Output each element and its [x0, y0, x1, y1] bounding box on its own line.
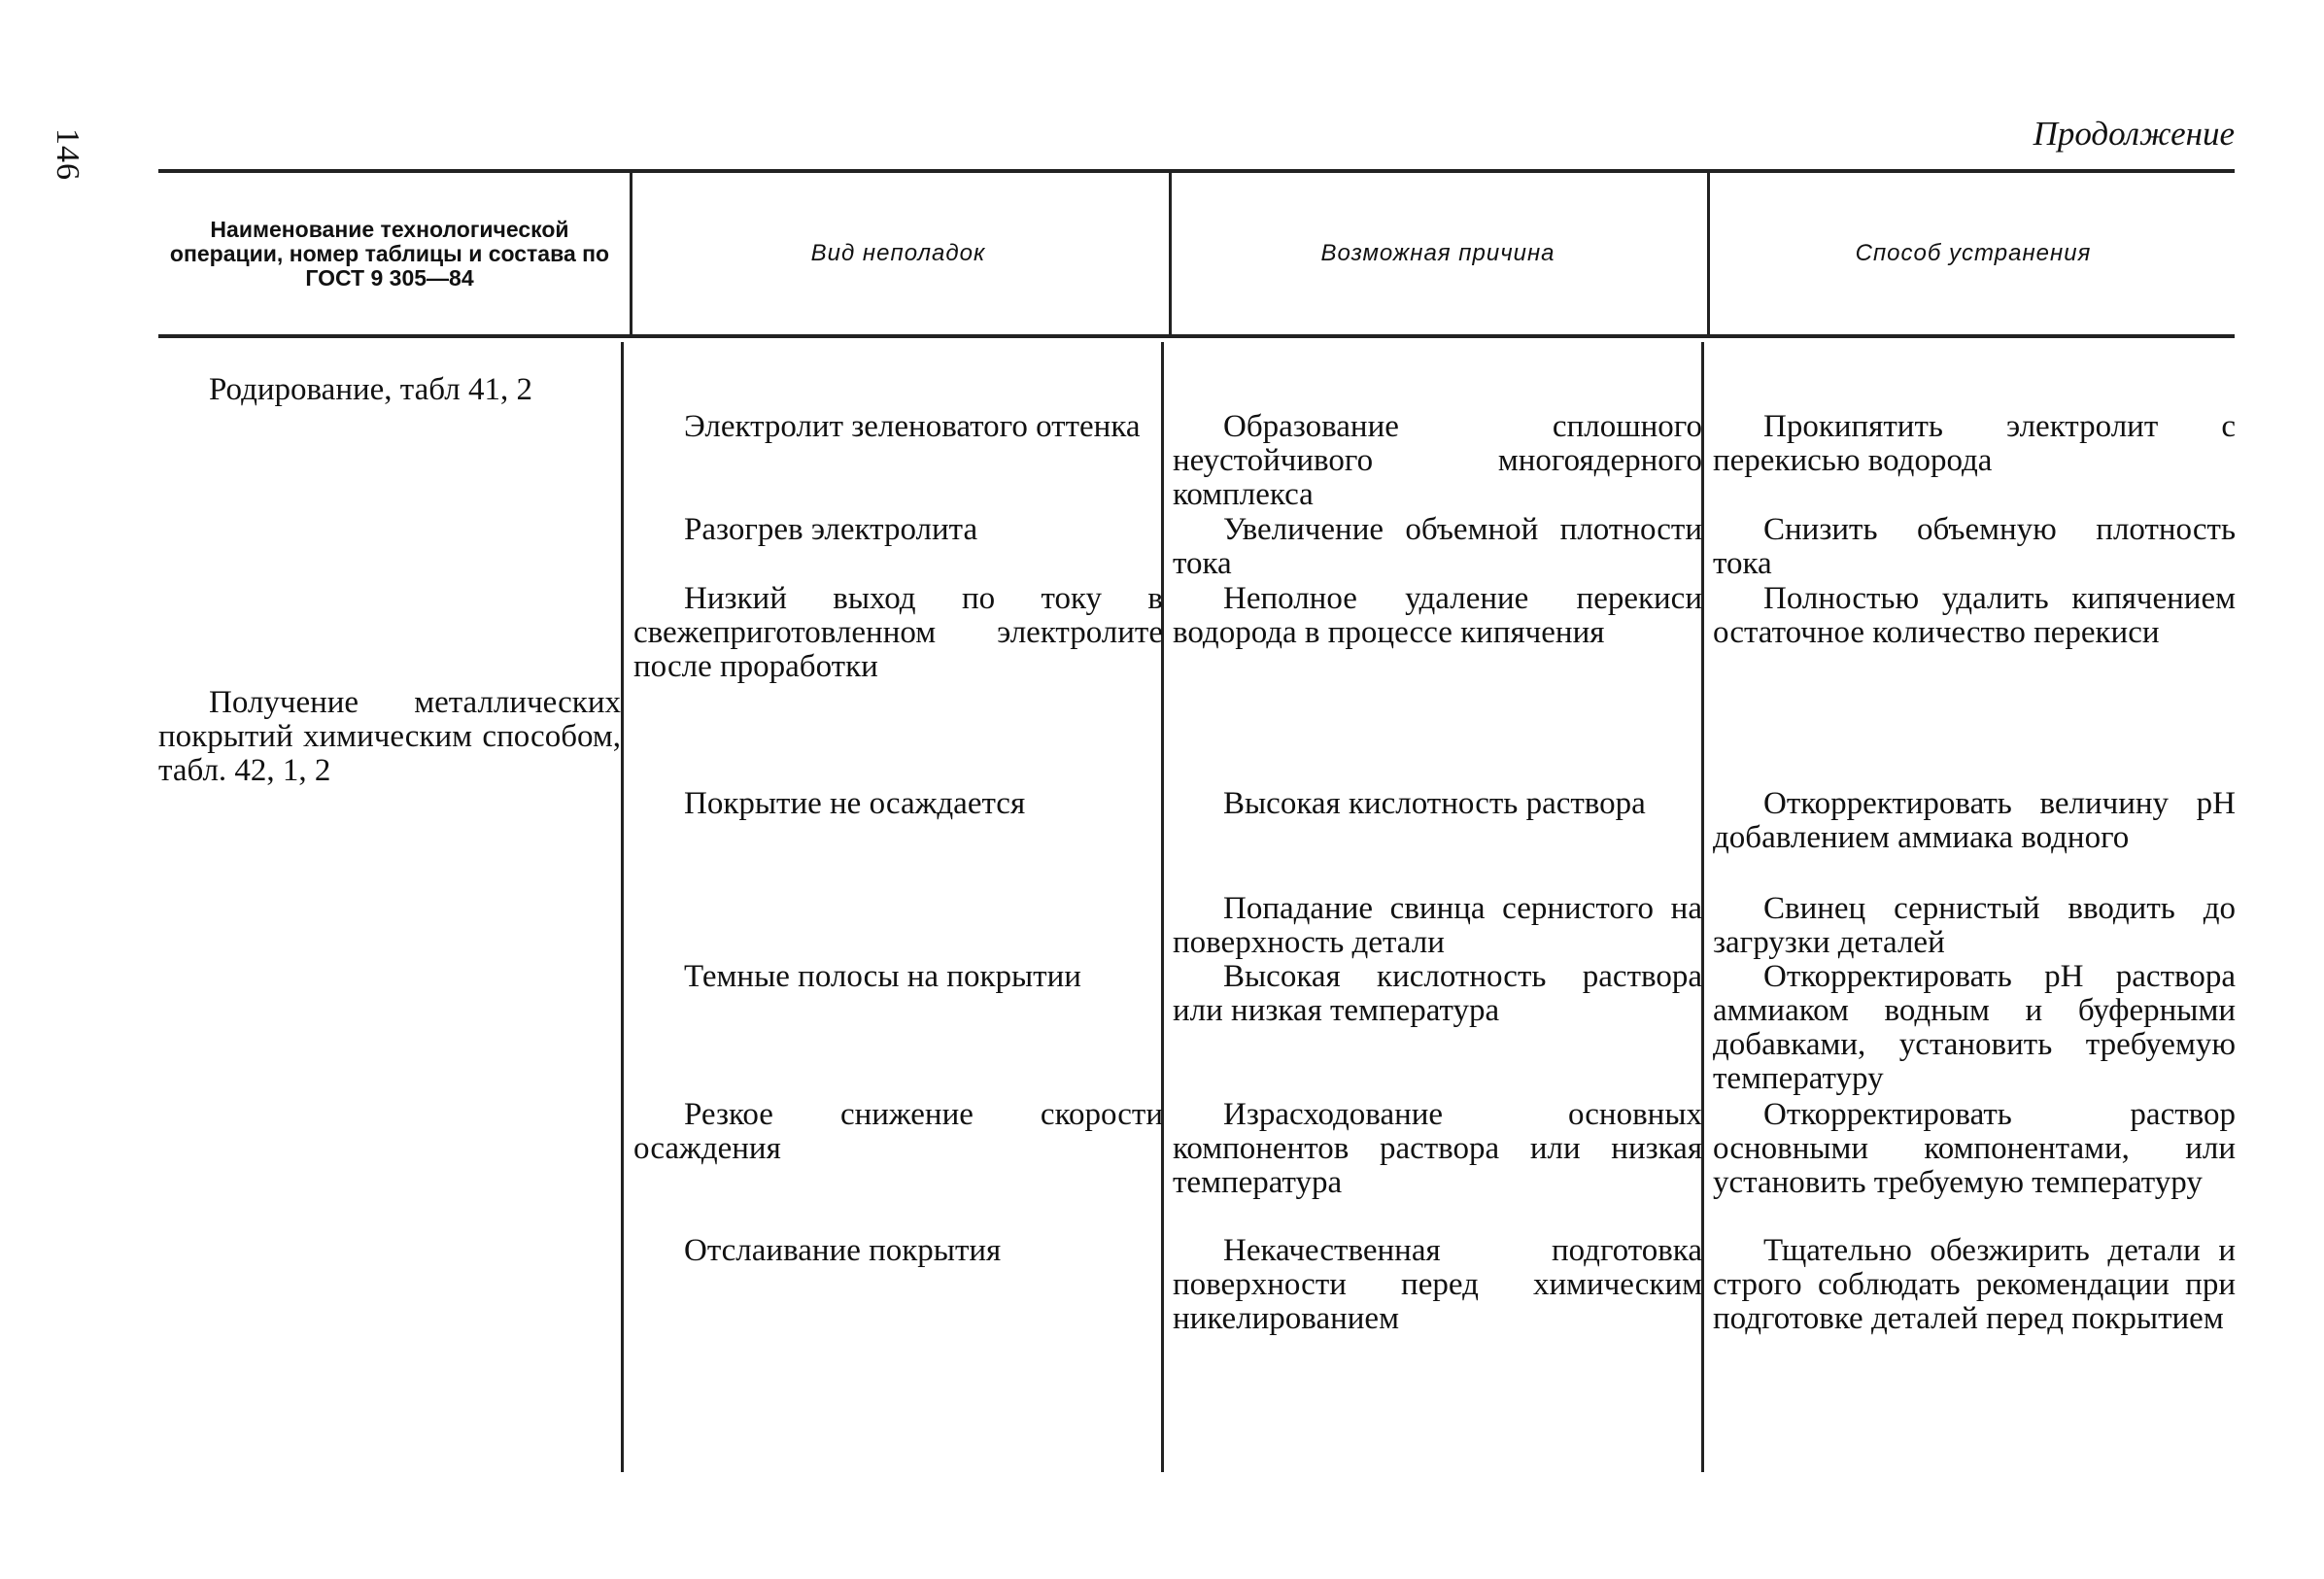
defect-cell: Низкий выход по току в свежеприготовленном электролите после проработки	[633, 581, 1163, 684]
operation-chemical-coating: Получение металлических покрытий химическим способом, табл. 42, 1, 2	[158, 685, 621, 788]
cause-cell: Попадание свинца сернистого на поверхность детали	[1173, 891, 1702, 960]
header-possible-cause: Возможная причина	[1320, 240, 1555, 266]
continuation-label: Продолжение	[2033, 115, 2235, 153]
defect-cell: Электролит зеленоватого оттенка	[684, 409, 1141, 444]
body-divider-2	[1161, 342, 1164, 1472]
remedy-cell: Прокипятить электролит с перекисью водорода	[1713, 409, 2236, 478]
remedy-cell: Откорректировать раствор основными компонентами, или установить требуемую температуру	[1713, 1097, 2236, 1200]
defect-cell: Разогрев электролита	[684, 512, 978, 547]
header-operation: Наименование технологической операции, номер таблицы и состава по ГОСТ 9 305—84	[169, 216, 610, 291]
cause-cell: Израсходование основных компонентов раствора или низкая температура	[1173, 1097, 1702, 1200]
defect-cell: Резкое снижение скорости осаждения	[633, 1097, 1163, 1166]
operation-rhodium-plating: Родирование, табл 41, 2	[209, 372, 532, 407]
defect-cell: Отслаивание покрытия	[684, 1233, 1002, 1268]
remedy-cell: Полностью удалить кипячением остаточное количество перекиси	[1713, 581, 2236, 650]
header-remedy: Способ устранения	[1855, 240, 2092, 266]
remedy-cell: Снизить объемную плотность тока	[1713, 512, 2236, 581]
remedy-cell: Тщательно обезжирить детали и строго соблюдать рекомендации при подготовке деталей перед покрытием	[1713, 1233, 2236, 1336]
header-defect-type: Вид неполадок	[810, 240, 986, 266]
cause-cell: Увеличение объемной плотности тока	[1173, 512, 1702, 581]
defect-cell: Покрытие не осаждается	[684, 786, 1026, 821]
cause-cell: Высокая кислотность раствора или низкая температура	[1173, 959, 1702, 1028]
body-divider-1	[621, 342, 624, 1472]
cause-cell: Высокая кислотность раствора	[1223, 786, 1646, 821]
cause-cell: Неполное удаление перекиси водорода в процессе кипячения	[1173, 581, 1702, 650]
defect-cell: Темные полосы на покрытии	[684, 959, 1081, 994]
cause-cell: Образование сплошного неустойчивого многоядерного комплекса	[1173, 409, 1702, 512]
remedy-cell: Откорректировать pH раствора аммиаком водным и буферными добавками, установить требуемую температуру	[1713, 959, 2236, 1096]
page-number: 146	[50, 128, 85, 181]
remedy-cell: Откорректировать величину pH добавлением аммиака водного	[1713, 786, 2236, 855]
table-header-rule	[158, 334, 2235, 338]
cause-cell: Некачественная подготовка поверхности перед химическим никелированием	[1173, 1233, 1702, 1336]
remedy-cell: Свинец сернистый вводить до загрузки деталей	[1713, 891, 2236, 960]
